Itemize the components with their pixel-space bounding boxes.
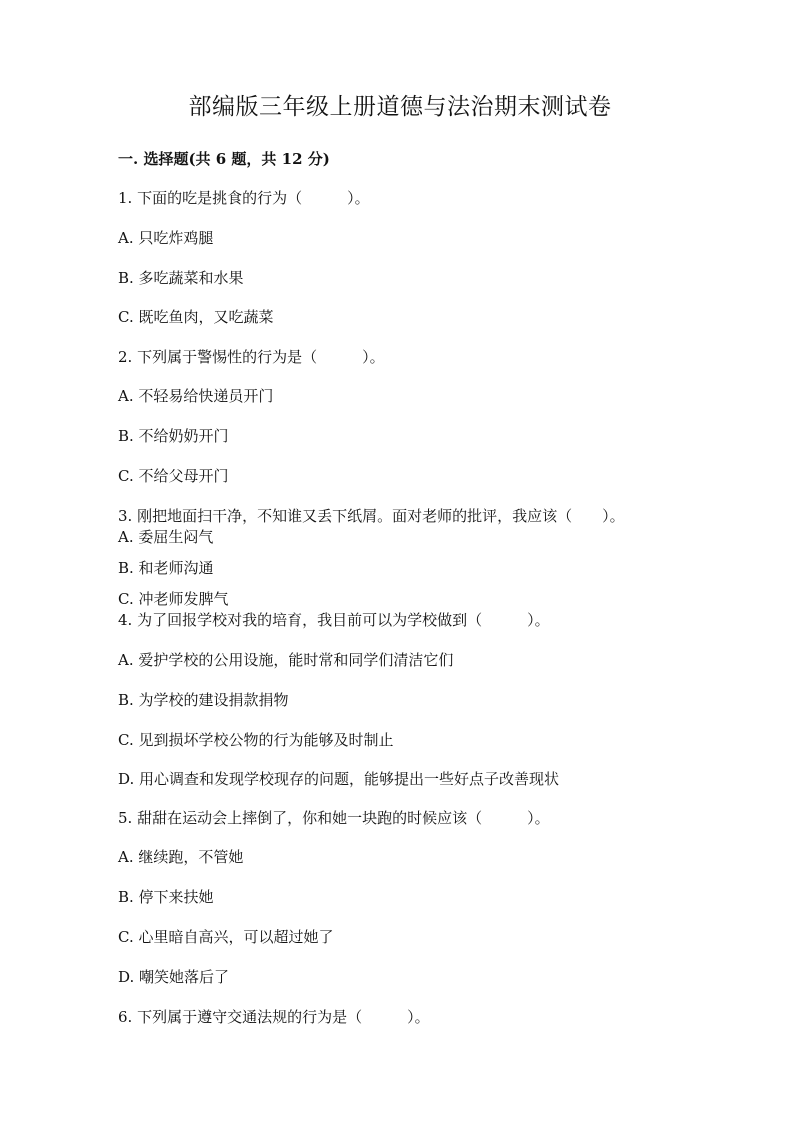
answer-option: C. 既吃鱼肉，又吃蔬菜 [118,308,274,326]
answer-option: C. 见到损坏学校公物的行为能够及时制止 [118,731,394,749]
question-stem: 6. 下列属于遵守交通法规的行为是（ ）。 [118,1008,430,1026]
question-stem: 1. 下面的吃是挑食的行为（ ）。 [118,189,370,207]
answer-option: D. 嘲笑她落后了 [118,968,230,986]
answer-option: C. 心里暗自高兴，可以超过她了 [118,928,334,946]
answer-option: B. 为学校的建设捐款捐物 [118,691,289,709]
answer-option: C. 不给父母开门 [118,467,229,485]
answer-option: A. 继续跑，不管她 [118,848,244,866]
answer-option: A. 不轻易给快递员开门 [118,387,274,405]
question-stem: 3. 刚把地面扫干净，不知谁又丢下纸屑。面对老师的批评，我应该（ ）。 [118,507,625,525]
answer-option: D. 用心调查和发现学校现存的问题，能够提出一些好点子改善现状 [118,770,560,788]
question-stem: 2. 下列属于警惕性的行为是（ ）。 [118,348,385,366]
question-stem: 4. 为了回报学校对我的培育，我目前可以为学校做到（ ）。 [118,611,550,629]
answer-option: B. 和老师沟通 [118,559,214,577]
answer-option: C. 冲老师发脾气 [118,590,229,608]
page-title: 部编版三年级上册道德与法治期末测试卷 [188,94,612,120]
answer-option: B. 停下来扶她 [118,888,214,906]
question-stem: 5. 甜甜在运动会上摔倒了，你和她一块跑的时候应该（ ）。 [118,809,550,827]
answer-option: A. 委屈生闷气 [118,528,214,546]
section-heading: 一. 选择题(共 6 题，共 12 分) [118,150,330,168]
answer-option: B. 不给奶奶开门 [118,427,229,445]
answer-option: A. 只吃炸鸡腿 [118,229,214,247]
answer-option: A. 爱护学校的公用设施，能时常和同学们清洁它们 [118,651,454,669]
answer-option: B. 多吃蔬菜和水果 [118,269,244,287]
